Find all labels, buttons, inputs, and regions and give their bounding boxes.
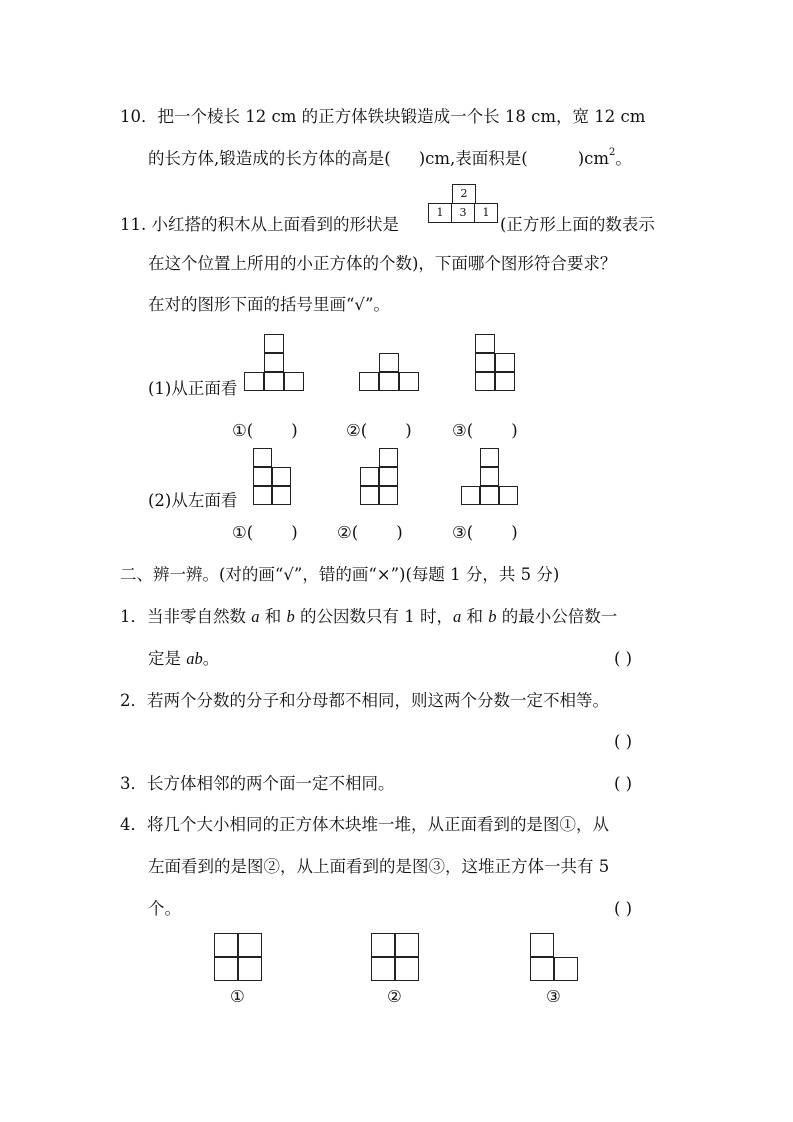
part1-option-2[interactable]: [346, 420, 412, 442]
q10-text-end: 。: [615, 149, 632, 168]
j1-text-c: 的公因数只有 1 时，: [294, 607, 453, 626]
part1-opt2-close: ): [405, 421, 412, 440]
part1-option-1[interactable]: [232, 420, 298, 442]
q10-superscript: 2: [609, 147, 616, 158]
q10-line2: [148, 148, 632, 170]
j3-text: 3．长方体相邻的两个面一定不相同。: [120, 774, 395, 793]
q11-part2-label: (2)从左面看: [148, 491, 238, 510]
q10-text-a: 的长方体,锻造成的长方体的高是(: [148, 149, 391, 168]
j4-figure-1-label: ①: [230, 987, 245, 1006]
front-view-option-1: [244, 334, 304, 391]
j3-answer-paren[interactable]: ( ): [614, 774, 633, 793]
j4-figure-2: [371, 933, 419, 981]
top-view-cell-middle: 3: [451, 203, 475, 223]
part1-opt3-label: ③(: [452, 421, 474, 440]
part1-opt1-label: ①(: [232, 421, 254, 440]
front-view-option-2: [359, 353, 419, 391]
part2-opt1-label: ①(: [232, 523, 254, 542]
part1-opt1-close: ): [291, 421, 298, 440]
part2-option-3[interactable]: [452, 522, 518, 544]
j4-line3: 个。: [148, 899, 181, 918]
section2-heading: 二、辨一辨。(对的画“√”，错的画“×”)(每题 1 分，共 5 分): [120, 565, 560, 584]
q11-line1-a: 11. 小红搭的积木从上面看到的形状是: [120, 215, 399, 234]
j1-line1: [120, 606, 617, 628]
part2-opt2-label: ②(: [337, 523, 359, 542]
q11-line1-b: (正方形上面的数表示: [500, 215, 655, 234]
q10-text-c: )cm: [577, 149, 610, 168]
q10-text-b: )cm,表面积是(: [418, 149, 528, 168]
part2-opt3-close: ): [511, 523, 518, 542]
j4-figure-2-label: ②: [387, 987, 402, 1006]
j2-text: 2．若两个分数的分子和分母都不相同，则这两个分数一定不相等。: [120, 691, 609, 710]
j4-line1: 4．将几个大小相同的正方体木块堆一堆，从正面看到的是图①，从: [120, 815, 609, 834]
j1-text-d: 和: [461, 607, 489, 626]
j1-text-g: 。: [202, 649, 220, 668]
part1-option-3[interactable]: [452, 420, 518, 442]
part1-opt2-label: ②(: [346, 421, 368, 440]
j1-text-b: 和: [259, 607, 287, 626]
j1-var-b-2: b: [488, 607, 497, 626]
j2-answer-paren[interactable]: ( ): [614, 732, 633, 751]
left-view-option-3: [461, 448, 518, 505]
j1-line2: [148, 648, 219, 670]
part2-opt1-close: ): [291, 523, 298, 542]
j1-text-f: 定是: [148, 649, 187, 668]
j1-answer-paren[interactable]: ( ): [614, 649, 633, 668]
j1-var-a-2: a: [452, 607, 462, 626]
j1-var-ab: ab: [186, 649, 203, 668]
j4-line2: 左面看到的是图②，从上面看到的是图③，这堆正方体一共有 5: [148, 857, 610, 876]
j1-text-e: 的最小公倍数一: [496, 607, 618, 626]
q11-line3: 在对的图形下面的括号里画“√”。: [148, 295, 390, 314]
j4-figure-1: [214, 933, 262, 981]
part2-opt2-close: ): [396, 523, 403, 542]
part2-opt3-label: ③(: [452, 523, 474, 542]
q11-line2: 在这个位置上所用的小正方体的个数)，下面哪个图形符合要求？: [148, 254, 617, 273]
j1-text-a: 1．当非零自然数: [120, 607, 252, 626]
part1-opt3-close: ): [511, 421, 518, 440]
top-view-cell-right: 1: [474, 203, 498, 223]
part2-option-1[interactable]: [232, 522, 298, 544]
q11-part1-label: (1)从正面看: [148, 379, 238, 398]
j4-figure-3: [530, 933, 578, 981]
top-view-cell-top: 2: [452, 184, 476, 204]
j4-figure-3-label: ③: [546, 987, 561, 1006]
left-view-option-1: [253, 448, 291, 505]
left-view-option-2: [360, 448, 398, 505]
j1-var-b: b: [286, 607, 295, 626]
top-view-cell-left: 1: [428, 203, 452, 223]
q10-line1: 10．把一个棱长 12 cm 的正方体铁块锻造成一个长 18 cm，宽 12 cm: [120, 107, 646, 126]
front-view-option-3: [475, 334, 515, 391]
j4-answer-paren[interactable]: ( ): [614, 899, 633, 918]
part2-option-2[interactable]: [337, 522, 403, 544]
j1-var-a: a: [251, 607, 260, 626]
